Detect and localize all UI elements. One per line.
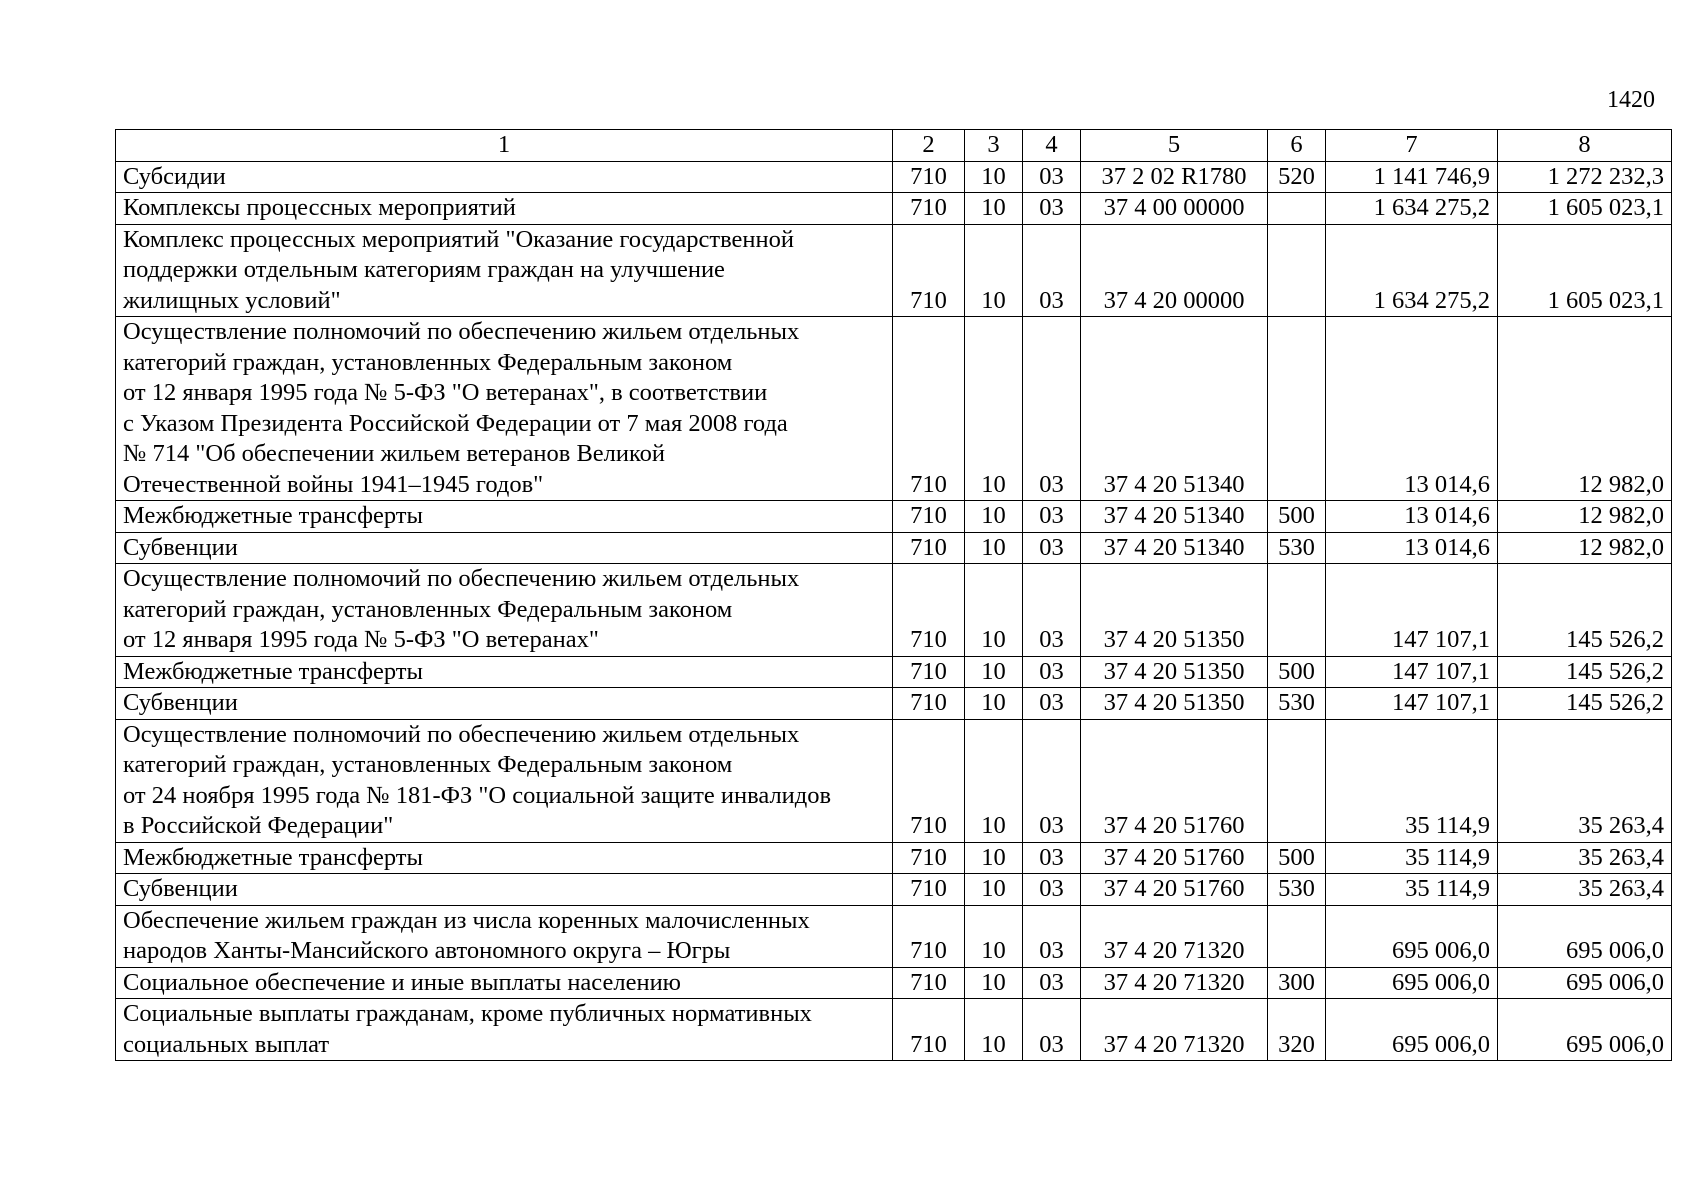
item-name-line: Межбюджетные трансферты xyxy=(123,502,423,529)
item-name-line: категорий граждан, установленных Федеральным законом xyxy=(123,751,733,778)
ministry-code-cell: 710 xyxy=(893,999,965,1061)
expense-type-cell xyxy=(1268,905,1326,967)
item-name-line: социальных выплат xyxy=(123,1030,330,1058)
item-name-line: Осуществление полномочий по обеспечению жильем отдельных xyxy=(123,720,800,748)
column-header: 2 xyxy=(893,130,965,162)
target-article-cell: 37 4 20 00000 xyxy=(1081,224,1268,317)
amount-year1-cell: 13 014,6 xyxy=(1326,317,1498,501)
expense-type-cell: 500 xyxy=(1268,656,1326,688)
target-article-cell: 37 4 20 71320 xyxy=(1081,999,1268,1061)
amount-year2-cell: 695 006,0 xyxy=(1498,905,1672,967)
section-code-cell: 10 xyxy=(965,874,1023,906)
amount-year2-cell: 145 526,2 xyxy=(1498,564,1672,657)
target-article-cell: 37 4 20 51340 xyxy=(1081,317,1268,501)
expense-type-cell xyxy=(1268,224,1326,317)
expense-type-cell: 300 xyxy=(1268,967,1326,999)
column-header: 1 xyxy=(116,130,893,162)
amount-year2-cell: 1 605 023,1 xyxy=(1498,193,1672,225)
table-row xyxy=(116,656,1672,688)
expense-type-cell xyxy=(1268,719,1326,842)
item-name-line: в Российской Федерации" xyxy=(123,812,394,839)
table-row xyxy=(116,874,1672,906)
expense-type-cell: 320 xyxy=(1268,999,1326,1061)
item-name-cell xyxy=(116,564,893,657)
expense-type-cell xyxy=(1268,317,1326,501)
table-row xyxy=(116,532,1672,564)
subsection-code-cell: 03 xyxy=(1023,874,1081,906)
amount-year1-cell: 695 006,0 xyxy=(1326,967,1498,999)
amount-year1-cell: 695 006,0 xyxy=(1326,999,1498,1061)
subsection-code-cell: 03 xyxy=(1023,656,1081,688)
table-row xyxy=(116,193,1672,225)
ministry-code-cell: 710 xyxy=(893,161,965,193)
amount-year2-cell: 35 263,4 xyxy=(1498,842,1672,874)
section-code-cell: 10 xyxy=(965,842,1023,874)
subsection-code-cell: 03 xyxy=(1023,224,1081,317)
ministry-code-cell: 710 xyxy=(893,656,965,688)
item-name-cell xyxy=(116,193,893,225)
item-name-line: поддержки отдельным категориям граждан на улучшение xyxy=(123,256,725,283)
item-name-line: Межбюджетные трансферты xyxy=(123,657,423,685)
amount-year1-cell: 147 107,1 xyxy=(1326,656,1498,688)
target-article-cell: 37 4 20 51760 xyxy=(1081,719,1268,842)
subsection-code-cell: 03 xyxy=(1023,967,1081,999)
subsection-code-cell: 03 xyxy=(1023,999,1081,1061)
amount-year2-cell: 1 605 023,1 xyxy=(1498,224,1672,317)
amount-year1-cell: 35 114,9 xyxy=(1326,842,1498,874)
amount-year1-cell: 1 634 275,2 xyxy=(1326,224,1498,317)
target-article-cell: 37 4 20 51350 xyxy=(1081,688,1268,720)
target-article-cell: 37 4 00 00000 xyxy=(1081,193,1268,225)
amount-year1-cell: 13 014,6 xyxy=(1326,501,1498,533)
item-name-cell xyxy=(116,905,893,967)
target-article-cell: 37 4 20 51340 xyxy=(1081,501,1268,533)
amount-year1-cell: 147 107,1 xyxy=(1326,688,1498,720)
item-name-line: от 12 января 1995 года № 5-ФЗ "О ветеранах", в соответствии xyxy=(123,379,768,406)
subsection-code-cell: 03 xyxy=(1023,688,1081,720)
amount-year2-cell: 35 263,4 xyxy=(1498,719,1672,842)
amount-year2-cell: 695 006,0 xyxy=(1498,967,1672,999)
table-row xyxy=(116,999,1672,1061)
subsection-code-cell: 03 xyxy=(1023,193,1081,225)
ministry-code-cell: 710 xyxy=(893,874,965,906)
column-header: 8 xyxy=(1498,130,1672,162)
amount-year1-cell: 1 141 746,9 xyxy=(1326,161,1498,193)
table-row xyxy=(116,501,1672,533)
ministry-code-cell: 710 xyxy=(893,317,965,501)
table-header-row xyxy=(116,130,1672,162)
amount-year1-cell: 147 107,1 xyxy=(1326,564,1498,657)
section-code-cell: 10 xyxy=(965,317,1023,501)
section-code-cell: 10 xyxy=(965,224,1023,317)
expense-type-cell: 500 xyxy=(1268,501,1326,533)
item-name-line: Субвенции xyxy=(123,875,238,902)
item-name-line: Социальные выплаты гражданам, кроме публичных нормативных xyxy=(123,1000,812,1027)
expense-type-cell: 530 xyxy=(1268,874,1326,906)
item-name-cell xyxy=(116,967,893,999)
table-row xyxy=(116,317,1672,501)
item-name-cell xyxy=(116,842,893,874)
section-code-cell: 10 xyxy=(965,656,1023,688)
table-row xyxy=(116,564,1672,657)
subsection-code-cell: 03 xyxy=(1023,905,1081,967)
item-name-line: жилищных условий" xyxy=(123,286,341,314)
column-header: 7 xyxy=(1326,130,1498,162)
amount-year2-cell: 1 272 232,3 xyxy=(1498,161,1672,193)
section-code-cell: 10 xyxy=(965,193,1023,225)
item-name-line: Обеспечение жильем граждан из числа коренных малочисленных xyxy=(123,906,810,934)
expense-type-cell: 520 xyxy=(1268,161,1326,193)
target-article-cell: 37 2 02 R1780 xyxy=(1081,161,1268,193)
target-article-cell: 37 4 20 51760 xyxy=(1081,874,1268,906)
ministry-code-cell: 710 xyxy=(893,224,965,317)
item-name-line: Комплекс процессных мероприятий "Оказание государственной xyxy=(123,225,794,253)
ministry-code-cell: 710 xyxy=(893,501,965,533)
item-name-line: № 714 "Об обеспечении жильем ветеранов Великой xyxy=(123,440,666,467)
amount-year1-cell: 35 114,9 xyxy=(1326,719,1498,842)
item-name-cell xyxy=(116,161,893,193)
amount-year2-cell: 12 982,0 xyxy=(1498,317,1672,501)
amount-year1-cell: 13 014,6 xyxy=(1326,532,1498,564)
item-name-line: Осуществление полномочий по обеспечению жильем отдельных xyxy=(123,318,800,345)
table-row xyxy=(116,967,1672,999)
column-header: 6 xyxy=(1268,130,1326,162)
amount-year1-cell: 1 634 275,2 xyxy=(1326,193,1498,225)
expense-type-cell xyxy=(1268,193,1326,225)
item-name-cell xyxy=(116,874,893,906)
amount-year2-cell: 35 263,4 xyxy=(1498,874,1672,906)
target-article-cell: 37 4 20 51350 xyxy=(1081,656,1268,688)
amount-year2-cell: 695 006,0 xyxy=(1498,999,1672,1061)
item-name-cell xyxy=(116,532,893,564)
target-article-cell: 37 4 20 51340 xyxy=(1081,532,1268,564)
target-article-cell: 37 4 20 71320 xyxy=(1081,967,1268,999)
section-code-cell: 10 xyxy=(965,161,1023,193)
subsection-code-cell: 03 xyxy=(1023,501,1081,533)
section-code-cell: 10 xyxy=(965,501,1023,533)
target-article-cell: 37 4 20 51760 xyxy=(1081,842,1268,874)
expense-type-cell xyxy=(1268,564,1326,657)
ministry-code-cell: 710 xyxy=(893,532,965,564)
subsection-code-cell: 03 xyxy=(1023,564,1081,657)
amount-year2-cell: 145 526,2 xyxy=(1498,656,1672,688)
ministry-code-cell: 710 xyxy=(893,967,965,999)
item-name-line: Комплексы процессных мероприятий xyxy=(123,194,516,221)
item-name-cell xyxy=(116,719,893,842)
subsection-code-cell: 03 xyxy=(1023,532,1081,564)
item-name-cell xyxy=(116,317,893,501)
item-name-cell xyxy=(116,999,893,1061)
subsection-code-cell: 03 xyxy=(1023,719,1081,842)
column-header: 5 xyxy=(1081,130,1268,162)
ministry-code-cell: 710 xyxy=(893,688,965,720)
section-code-cell: 10 xyxy=(965,564,1023,657)
section-code-cell: 10 xyxy=(965,905,1023,967)
item-name-line: Социальное обеспечение и иные выплаты населению xyxy=(123,968,681,996)
ministry-code-cell: 710 xyxy=(893,842,965,874)
column-header: 3 xyxy=(965,130,1023,162)
item-name-line: с Указом Президента Российской Федерации от 7 мая 2008 года xyxy=(123,409,788,437)
budget-table xyxy=(115,129,1672,1061)
ministry-code-cell: 710 xyxy=(893,719,965,842)
section-code-cell: 10 xyxy=(965,532,1023,564)
table-body xyxy=(116,161,1672,1061)
ministry-code-cell: 710 xyxy=(893,905,965,967)
item-name-line: категорий граждан, установленных Федеральным законом xyxy=(123,595,733,623)
table-row xyxy=(116,688,1672,720)
target-article-cell: 37 4 20 71320 xyxy=(1081,905,1268,967)
item-name-cell xyxy=(116,501,893,533)
section-code-cell: 10 xyxy=(965,967,1023,999)
amount-year2-cell: 145 526,2 xyxy=(1498,688,1672,720)
page-number: 1420 xyxy=(1607,87,1655,113)
section-code-cell: 10 xyxy=(965,688,1023,720)
amount-year1-cell: 35 114,9 xyxy=(1326,874,1498,906)
column-header: 4 xyxy=(1023,130,1081,162)
amount-year2-cell: 12 982,0 xyxy=(1498,532,1672,564)
item-name-line: Субвенции xyxy=(123,533,238,561)
item-name-line: категорий граждан, установленных Федеральным законом xyxy=(123,348,733,376)
amount-year1-cell: 695 006,0 xyxy=(1326,905,1498,967)
table-row xyxy=(116,224,1672,317)
subsection-code-cell: 03 xyxy=(1023,842,1081,874)
table-row xyxy=(116,905,1672,967)
item-name-cell xyxy=(116,224,893,317)
item-name-cell xyxy=(116,656,893,688)
item-name-line: Субвенции xyxy=(123,689,238,716)
ministry-code-cell: 710 xyxy=(893,564,965,657)
item-name-cell xyxy=(116,688,893,720)
subsection-code-cell: 03 xyxy=(1023,161,1081,193)
item-name-line: от 24 ноября 1995 года № 181-ФЗ "О социальной защите инвалидов xyxy=(123,781,832,809)
section-code-cell: 10 xyxy=(965,999,1023,1061)
expense-type-cell: 530 xyxy=(1268,532,1326,564)
item-name-line: от 12 января 1995 года № 5-ФЗ "О ветеранах" xyxy=(123,626,599,653)
table-row xyxy=(116,719,1672,842)
amount-year2-cell: 12 982,0 xyxy=(1498,501,1672,533)
item-name-line: Отечественной войны 1941–1945 годов" xyxy=(123,470,544,498)
section-code-cell: 10 xyxy=(965,719,1023,842)
expense-type-cell: 530 xyxy=(1268,688,1326,720)
expense-type-cell: 500 xyxy=(1268,842,1326,874)
item-name-line: Субсидии xyxy=(123,162,226,190)
subsection-code-cell: 03 xyxy=(1023,317,1081,501)
ministry-code-cell: 710 xyxy=(893,193,965,225)
item-name-line: Осуществление полномочий по обеспечению жильем отдельных xyxy=(123,565,800,592)
table-row xyxy=(116,161,1672,193)
target-article-cell: 37 4 20 51350 xyxy=(1081,564,1268,657)
item-name-line: Межбюджетные трансферты xyxy=(123,843,423,871)
item-name-line: народов Ханты-Мансийского автономного округа – Югры xyxy=(123,937,731,964)
table-row xyxy=(116,842,1672,874)
